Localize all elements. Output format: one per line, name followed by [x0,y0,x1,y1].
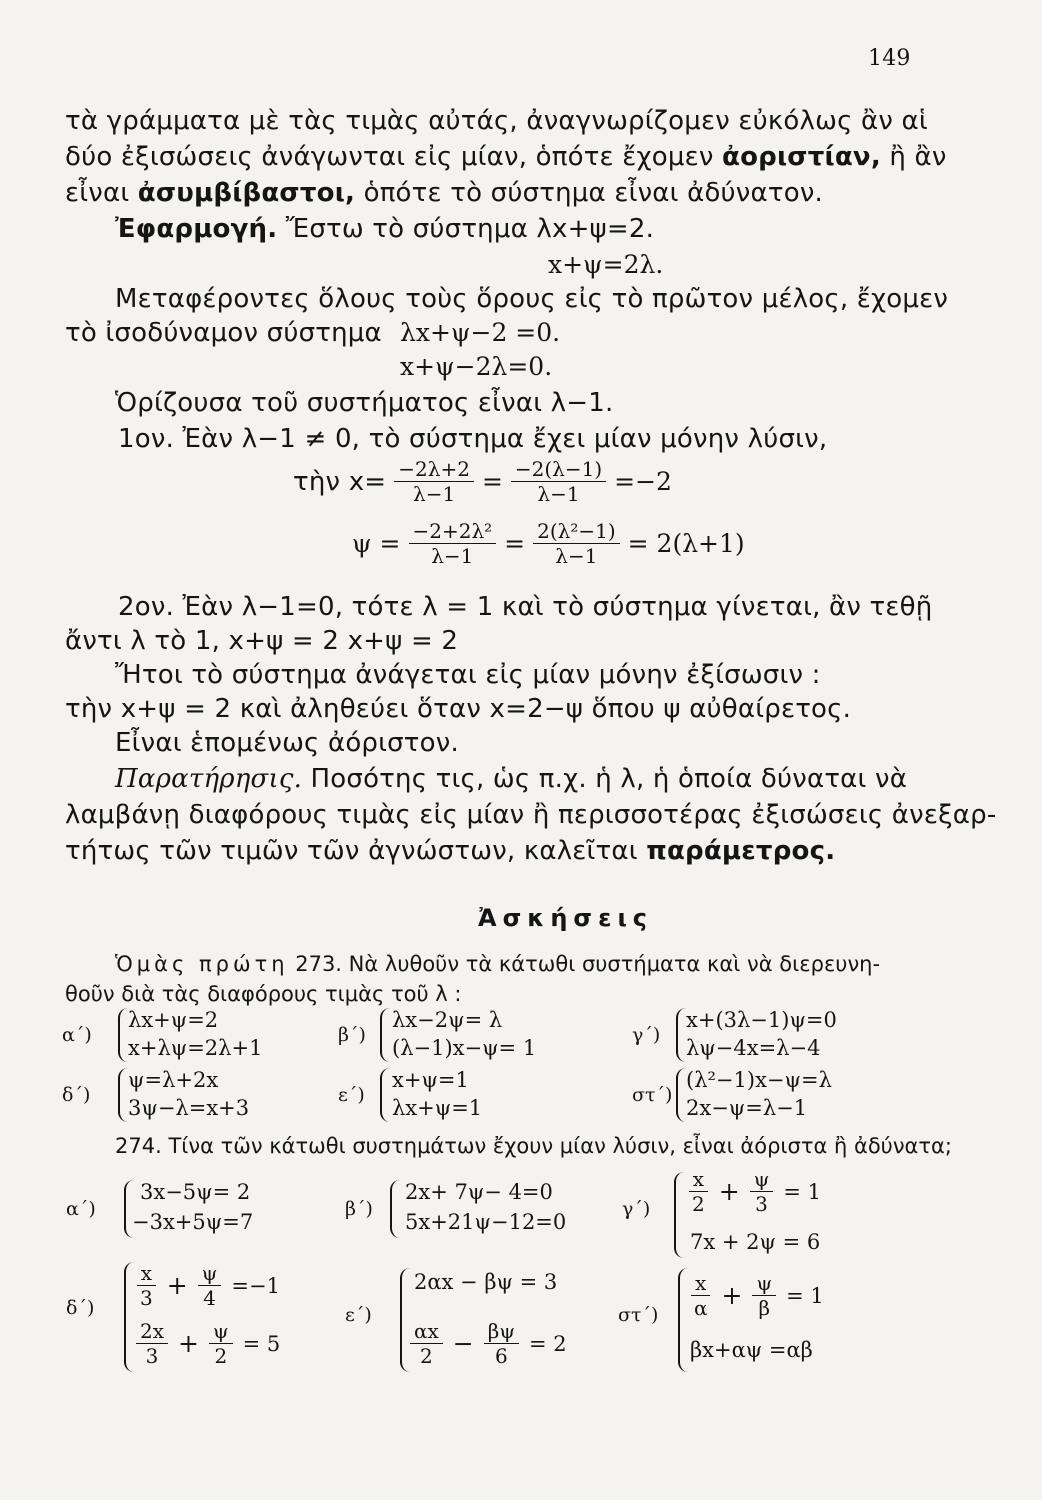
application-determinant: Ὁρίζουσα τοῦ συστήματος εἶναι λ−1. [115,388,614,418]
ex274-e-minus: − [452,1329,474,1358]
ex274-number: 274. [115,1134,162,1158]
term-indeterminacy: ἀοριστίαν, [722,142,881,172]
ex274-b-eq2: 5x+21ψ−12=0 [405,1210,567,1234]
ex274-d-rhs2: = 5 [242,1331,281,1356]
remark-line3 [65,836,835,866]
ex273-system-label: β΄) [338,1024,366,1046]
application-line3: Μεταφέροντες ὅλους τοὺς ὅρους εἰς τὸ πρῶτον μέλος, ἔχομεν [115,284,949,314]
ex273-system-label: γ΄) [632,1024,661,1046]
para1-line3 [65,178,823,208]
solution-x-eq: = [481,467,503,496]
ex274-d-n2: ψ [198,1262,222,1286]
ex274-f-n2: ψ [752,1272,776,1296]
ex274-d-d1: 3 [140,1286,153,1310]
ex274-e-eq2 [410,1320,567,1367]
term-incompatible: ἀσυμβίβαστοι, [137,178,356,208]
application-line1 [115,214,654,244]
solution-x-label: τὴν x= [293,466,387,497]
solution-x [293,458,672,505]
ex274-d-frac4 [209,1320,233,1367]
ex273-system-brace [380,1008,392,1062]
solution-x-frac1-num: −2λ+2 [394,458,474,482]
solution-x-result: =−2 [614,467,672,496]
exercises-title: Ἀσκήσεις [478,904,654,932]
remark-heading: Παρατήρησις. [115,764,303,794]
ex273-text: Νὰ λυθοῦν τὰ κάτωθι συστήματα καὶ νὰ διερευνη- [348,952,881,976]
ex274-c-n2: ψ [750,1168,774,1192]
ex273-system-eq1: λx+ψ=2 [128,1008,219,1032]
ex274-a-label: α΄) [66,1198,96,1220]
ex273-line2: θοῦν διὰ τὰς διαφόρους τιμὰς τοῦ λ : [65,982,462,1006]
solution-x-frac1 [394,458,474,505]
ex273-system-eq1: x+ψ=1 [392,1068,469,1092]
solution-y-frac2-den: λ−1 [555,544,598,568]
ex274-c-rhs: = 1 [783,1179,822,1204]
case1-line: 1ον. Ἐὰν λ−1 ≠ 0, τὸ σύστημα ἔχει μίαν μόνην λύσιν, [118,424,828,454]
ex274-b-eq1: 2x+ 7ψ− 4=0 [405,1180,553,1204]
ex274-d-brace [124,1262,136,1372]
solution-y-eq: = [504,529,526,558]
ex273-system-eq2: 2x−ψ=λ−1 [686,1096,808,1120]
solution-y-result: = 2(λ+1) [627,529,745,558]
ex274-c-label: γ΄) [622,1198,651,1220]
para1-line2 [65,142,947,172]
ex274-d-d4: 2 [214,1344,228,1368]
ex273-system-label: α΄) [62,1024,92,1046]
ex274-a-eq1: 3x−5ψ= 2 [140,1180,251,1204]
application-line4 [65,318,382,348]
ex274-e-d2: 6 [495,1344,508,1368]
ex274-c-eq2: 7x + 2ψ = 6 [690,1230,821,1254]
ex273-system-brace [380,1068,392,1122]
ex273-number: 273. [295,952,342,976]
ex274-e-frac2 [484,1320,519,1367]
ex274-f-eq1 [690,1272,824,1319]
ex274-c-frac2 [750,1168,774,1215]
ex273-system-label: δ΄) [62,1084,91,1106]
ex274-d-n4: ψ [209,1320,233,1344]
application-eq4: λx+ψ−2 =0. [400,318,561,347]
ex274-c-d2: 3 [755,1192,768,1216]
ex274-d-eq1 [136,1262,280,1309]
ex273-system-eq2: 3ψ−λ=x+3 [128,1096,250,1120]
ex274-d-label: δ΄) [66,1297,95,1319]
application-text: Ἔστω τὸ σύστημα λx+ψ=2. [277,214,655,244]
solution-x-frac2 [511,458,606,505]
ex274-d-frac1 [136,1262,157,1309]
solution-y [352,520,745,567]
solution-y-frac2 [533,520,620,567]
solution-x-frac2-den: λ−1 [537,482,580,506]
ex274-text: Τίνα τῶν κάτωθι συστημάτων ἔχουν μίαν λύσιν, εἶναι ἀόριστα ἢ ἀδύνατα; [168,1134,952,1158]
ex274-f-d2: β [758,1296,771,1320]
ex274-d-n3: 2x [136,1320,168,1344]
ex274-d-frac3 [136,1320,168,1367]
ex274-d-n1: x [137,1262,156,1286]
ex273-system-label: στ΄) [632,1084,673,1106]
remark-line1-text: Ποσότης τις, ὡς π.χ. ἡ λ, ἡ ὁποία δύναται νὰ [302,764,908,794]
ex273-line1 [115,952,880,976]
solution-x-frac2-num: −2(λ−1) [511,458,606,482]
ex273-system-eq2: (λ−1)x−ψ= 1 [392,1036,537,1060]
ex274-e-n2: βψ [484,1320,519,1344]
application-eq5: x+ψ−2λ=0. [400,352,553,381]
solution-x-frac1-den: λ−1 [413,482,456,506]
ex274-e-eq1: 2αx − βψ = 3 [414,1270,558,1294]
ex274-d-d2: 4 [203,1286,216,1310]
solution-y-frac1 [409,520,497,567]
ex274-c-brace [674,1172,686,1258]
case2-line4: τὴν x+ψ = 2 καὶ ἀληθεύει ὅταν x=2−ψ ὅπου ψ αὐθαίρετος. [65,694,852,724]
solution-y-frac2-num: 2(λ²−1) [533,520,620,544]
ex273-system-eq1: ψ=λ+2x [128,1068,219,1092]
ex274-d-eq2 [136,1320,280,1367]
ex274-f-label: στ΄) [618,1304,659,1326]
ex274-d-d3: 3 [145,1344,159,1368]
ex274-f-rhs: = 1 [786,1283,824,1308]
application-heading: Ἐφαρμογή. [115,214,278,244]
para1-line3-tail: ὁπότε τὸ σύστημα εἶναι ἀδύνατον. [355,178,824,208]
ex274-c-frac1 [688,1168,709,1215]
remark-line3-text: τήτως τῶν τιμῶν τῶν ἀγνώστων, καλεῖται [65,836,647,866]
case2-line1: 2ον. Ἐὰν λ−1=0, τότε λ = 1 καὶ τὸ σύστημα γίνεται, ἂν τεθῇ [118,592,933,622]
ex274-line [115,1134,952,1158]
ex273-system-eq2: λx+ψ=1 [392,1096,483,1120]
ex274-d-plus: + [166,1271,188,1300]
ex274-d-frac2 [198,1262,222,1309]
ex274-f-brace [678,1268,690,1372]
remark-line2: λαμβάνῃ διαφόρους τιμὰς εἰς μίαν ἢ περισσοτέρας ἐξισώσεις ἀνεξαρ- [65,800,997,830]
case2-line5: Εἶναι ἑπομένως ἀόριστον. [115,728,459,758]
para1-line3-text: εἶναι [65,178,138,208]
ex274-b-label: β΄) [345,1198,373,1220]
ex274-f-eq2: βx+αψ =αβ [690,1338,813,1362]
ex274-f-n1: x [691,1272,710,1296]
case2-line2: ἄντι λ τὸ 1, x+ψ = 2 x+ψ = 2 [65,626,459,656]
ex274-f-plus: + [721,1281,743,1310]
ex274-d-rhs: =−1 [231,1273,280,1298]
ex274-d-plus2: + [178,1329,199,1358]
ex273-system-eq1: x+(3λ−1)ψ=0 [686,1008,837,1032]
ex274-a-eq2: −3x+5ψ=7 [132,1210,254,1234]
ex273-system-eq1: (λ²−1)x−ψ=λ [686,1068,832,1092]
term-parameter: παράμετρος. [646,836,836,866]
para1-line2-tail: ἢ ἂν [880,142,947,172]
solution-y-frac1-den: λ−1 [431,544,474,568]
application-eq2: x+ψ=2λ. [548,250,664,279]
para1-line2-text: δύο ἐξισώσεις ἀνάγωνται εἰς μίαν, ὁπότε ἔχομεν [65,142,723,172]
ex274-c-eq1 [688,1168,821,1215]
ex274-c-n1: x [689,1168,708,1192]
ex273-system-label: ε΄) [338,1084,365,1106]
ex273-system-eq1: λx−2ψ= λ [392,1008,503,1032]
ex274-e-frac1 [410,1320,443,1367]
case2-line3: Ἤτοι τὸ σύστημα ἀνάγεται εἰς μίαν μόνην ἐξίσωσιν : [115,660,821,690]
exercise-group: Ὁμὰς πρώτη [115,952,289,976]
ex274-f-d1: α [694,1296,708,1320]
ex274-c-plus: + [718,1177,740,1206]
ex274-f-frac1 [690,1272,712,1319]
ex273-system-eq2: x+λψ=2λ+1 [128,1036,263,1060]
application-line4-text: τὸ ἰσοδύναμον σύστημα [65,318,382,348]
ex274-e-n1: αx [410,1320,443,1344]
para1-line1: τὰ γράμματα μὲ τὰς τιμὰς αὐτάς, ἀναγνωρίζομεν εὐκόλως ἂν αἱ [65,106,928,136]
solution-y-frac1-num: −2+2λ² [409,520,497,544]
ex274-e-label: ε΄) [345,1304,372,1326]
solution-y-label: ψ = [352,529,401,558]
ex273-system-eq2: λψ−4x=λ−4 [686,1036,821,1060]
remark-line1 [115,764,907,794]
ex274-e-d1: 2 [420,1344,433,1368]
page-number: 149 [868,46,911,71]
ex274-e-rhs: = 2 [529,1331,567,1356]
ex274-f-frac2 [752,1272,776,1319]
ex274-c-d1: 2 [692,1192,705,1216]
ex274-b-brace [390,1180,402,1238]
